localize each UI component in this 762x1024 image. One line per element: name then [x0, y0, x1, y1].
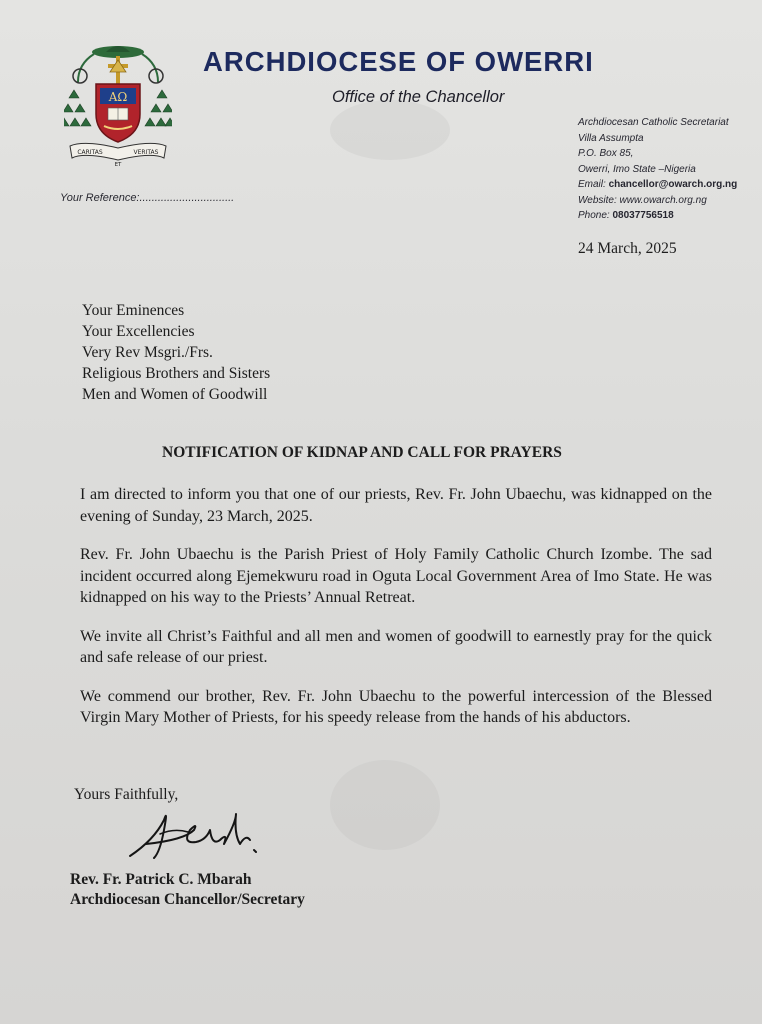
body-paragraph: We commend our brother, Rev. Fr. John Ubaechu to the powerful intercession of the Blessed Virgin Mary Mother of Priests, for his speedy release from the hands of his abductors. — [80, 687, 712, 726]
closing: Yours Faithfully, — [74, 786, 179, 803]
address-line: Archdiocesan Catholic Secretariat — [578, 117, 729, 128]
crest-shield-text: AΩ — [108, 90, 128, 104]
email-line — [578, 177, 760, 193]
coat-of-arms-icon — [64, 42, 172, 170]
salutation-line: Religious Brothers and Sisters — [82, 365, 271, 382]
body-paragraph: Rev. Fr. John Ubaechu is the Parish Priest of Holy Family Catholic Church Izombe. The sad incident occurred along Ejemekwuru road in Oguta Local Government Area of Imo State. He was kidnapped on his way to the Priests’ Annual Retreat. — [80, 546, 712, 606]
paper-smudge — [330, 760, 440, 850]
signatory-title: Archdiocesan Chancellor/Secretary — [70, 891, 305, 908]
signatory-name: Rev. Fr. Patrick C. Mbarah — [70, 871, 252, 888]
organization-name: ARCHDIOCESE OF OWERRI — [203, 46, 594, 77]
salutation-line: Men and Women of Goodwill — [82, 386, 268, 403]
phone-number: 08037756518 — [612, 210, 674, 221]
salutation-line: Your Eminences — [82, 302, 185, 319]
handwritten-signature — [124, 800, 274, 870]
body-paragraph: We invite all Christ’s Faithful and all men and women of goodwill to earnestly pray for the quick and safe release of our priest. — [80, 627, 712, 666]
body-paragraph: I am directed to inform you that one of our priests, Rev. Fr. John Ubaechu, was kidnapped on the evening of Sunday, 23 March, 2025. — [80, 486, 712, 525]
address-line: Owerri, Imo State –Nigeria — [578, 163, 696, 175]
address-line: P.O. Box 85, — [578, 148, 634, 159]
phone-line — [578, 208, 760, 224]
letter-body — [80, 484, 712, 746]
salutation-block — [82, 300, 270, 405]
signatory-block — [70, 870, 305, 910]
letter-date: 24 March, 2025 — [578, 240, 677, 257]
office-title: Office of the Chancellor — [332, 88, 505, 106]
website-address: www.owarch.org.ng — [619, 194, 707, 206]
letter-subject: NOTIFICATION OF KIDNAP AND CALL FOR PRAYERS — [162, 444, 562, 461]
salutation-line: Your Excellencies — [82, 323, 195, 340]
your-reference: Your Reference:............................... — [60, 192, 235, 204]
website-label: Website: — [578, 194, 620, 206]
paper-smudge — [330, 100, 450, 160]
address-block — [578, 115, 760, 224]
crest-motto-right: VERITAS — [133, 149, 159, 156]
salutation-line: Very Rev Msgri./Frs. — [82, 344, 213, 361]
phone-label: Phone: — [578, 210, 613, 221]
crest-motto-center: ET — [114, 162, 122, 168]
website-line — [578, 193, 760, 209]
address-line: Villa Assumpta — [578, 132, 644, 144]
email-address: chancellor@owarch.org.ng — [608, 179, 738, 190]
crest-motto-left: CARITAS — [77, 149, 103, 156]
email-label: Email: — [578, 179, 609, 190]
